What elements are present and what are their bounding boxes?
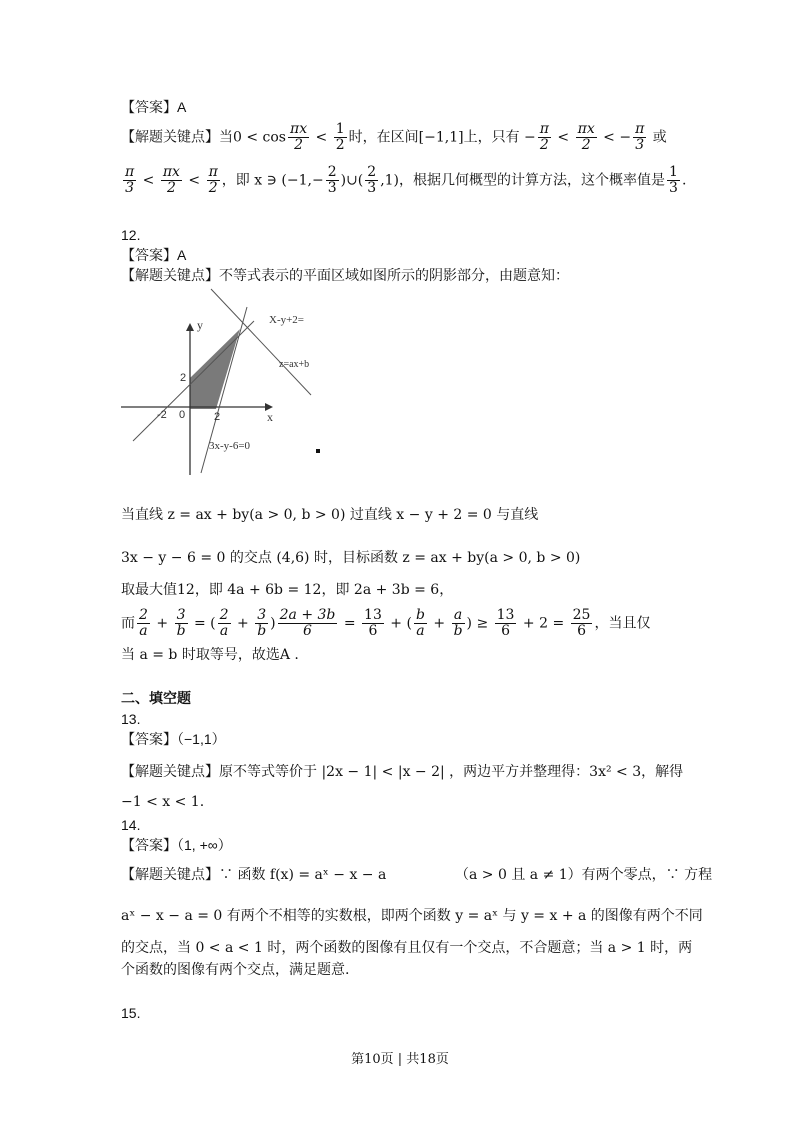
q12-answer: 【答案】A [121, 247, 187, 263]
page-footer: 第10页 | 共18页 [351, 1052, 449, 1067]
q12-line4: 而 $\frac{2}{a}$ + $\frac{3}{b}$ = ( $\frac{2}{a}$ + $\frac{3}{b}$ ) $\frac{2a + 3b}{6}$ = $\frac{13}{6}$ + ( $\frac{b}{a}$ + $\frac{a}{b}$ ) ≥ $\frac{13}{6}$ + 2 = $\frac{25}{6}$ ，当且仅 [121, 607, 651, 639]
q12-line3: 取最大值12，即 4a + 6b = 12，即 2a + 3b = 6， [121, 582, 454, 598]
y-axis-label: y [197, 318, 203, 332]
q12-line1: 当直线 z = ax + by(a > 0, b > 0) 过直线 x − y + 2 = 0 与直线 [121, 507, 539, 523]
line1-label: X-y+2= [269, 314, 305, 326]
q15-number: 15. [121, 1005, 141, 1021]
neg2-label: -2 [157, 409, 167, 421]
q11-answer: 【答案】A [121, 99, 187, 115]
section-title: 二、填空题 [121, 690, 191, 706]
q13-number: 13. [121, 711, 141, 727]
q14-line2: aˣ − x − a = 0 有两个不相等的实数根，即两个函数 y = aˣ 与 y = x + a 的图像有两个不同 [121, 908, 703, 924]
q14-number: 14. [121, 817, 141, 833]
q11-analysis-label: 【解题关键点】 [121, 128, 219, 145]
line3-label: 3x-y-6=0 [209, 440, 251, 452]
q11-analysis-line1: 【解题关键点】当0 < cos $\frac{\pi x}{2}$ < $\frac{1}{2}$ 时，在区间[−1,1]上，只有 − $\frac{\pi}{2}$ < $\frac{\pi x}{2}$ < − $\frac{\pi}{3}$ 或 [121, 121, 667, 153]
q13-answer: 【答案】（−1,1） [121, 731, 226, 747]
q12-number: 12. [121, 227, 141, 243]
q14-line1-right: （a > 0 且 a ≠ 1）有两个零点，∵ 方程 [455, 867, 713, 883]
x-axis-label: x [267, 410, 273, 424]
q12-line2: 3x − y − 6 = 0 的交点 (4,6) 时，目标函数 z = ax + by(a > 0, b > 0) [121, 550, 581, 566]
q14-line4: 个函数的图像有两个交点，满足题意. [121, 962, 350, 978]
q13-line1: 【解题关键点】原不等式等价于 |2x − 1| < |x − 2| ，两边平方并整理得：3x² < 3，解得 [121, 764, 684, 780]
q14-line1-left: 【解题关键点】∵ 函数 f(x) = aˣ − x − a [121, 867, 387, 883]
q12-analysis: 【解题关键点】不等式表示的平面区域如图所示的阴影部分，由题意知： [121, 267, 569, 283]
q12-line5: 当 a = b 时取等号，故选A . [121, 647, 299, 663]
figure-background [119, 283, 329, 483]
stray-dot [316, 449, 320, 453]
q11-analysis-line2: $\frac{\pi}{3}$ < $\frac{\pi x}{2}$ < $\frac{\pi}{2}$ ，即 x ∋ (−1,− $\frac{2}{3}$ )∪( $\frac{2}{3}$ ,1)，根据几何概型的计算方法，这个概率值是 $\frac{1}{3}$ . [125, 164, 687, 196]
origin-label: 0 [179, 409, 186, 421]
x2-label: 2 [214, 411, 221, 423]
q14-line3: 的交点，当 0 < a < 1 时，两个函数的图像有且仅有一个交点，不合题意；当 a > 1 时，两 [121, 940, 693, 956]
feasible-region-figure [119, 283, 329, 483]
y2-label: 2 [180, 372, 187, 384]
q13-line2: −1 < x < 1. [121, 794, 205, 810]
line2-label: z=ax+b [279, 359, 310, 370]
q14-answer: 【答案】（1, +∞） [121, 837, 232, 853]
